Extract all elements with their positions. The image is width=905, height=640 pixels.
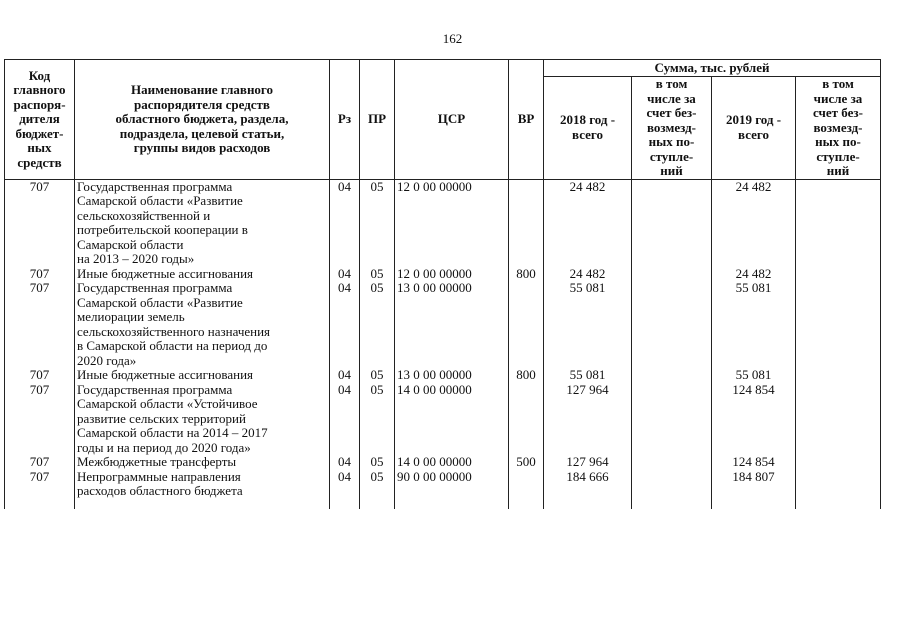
table-row (5, 281, 881, 368)
amount-2019-cell: 124 854 (712, 455, 796, 470)
code-cell: 707 (5, 281, 75, 368)
header-line: средств (17, 154, 62, 170)
header-line: главного (13, 82, 66, 97)
header-line: 2019 год - (725, 112, 782, 128)
pr-cell: 05 (360, 281, 395, 368)
name-line: Государственная программа (77, 280, 233, 295)
vr-cell (509, 179, 544, 267)
header-line: счет без- (813, 105, 863, 120)
gratuitous-2018-cell (632, 455, 712, 470)
header-line: всего (572, 126, 603, 142)
header-line: подраздела, целевой статьи, (119, 125, 285, 141)
table-row (5, 383, 881, 456)
gratuitous-2019-cell (796, 470, 881, 509)
name-line: Непрограммные направления (77, 468, 241, 484)
name-line: мелиорации земель (77, 309, 185, 324)
header-line: группы видов расходов (133, 140, 271, 155)
header-2019-gratuitous (796, 77, 881, 180)
csr-cell: 12 0 00 00000 (395, 267, 509, 282)
budget-table (4, 59, 881, 509)
header-line: Наименование главного (130, 82, 274, 97)
name-line: на 2013 – 2020 годы» (77, 251, 195, 266)
gratuitous-2018-cell (632, 368, 712, 383)
vr-cell (509, 470, 544, 509)
header-sum: Сумма, тыс. рублей (544, 60, 881, 77)
name-line: Самарской области на 2014 – 2017 (77, 425, 268, 440)
pr-cell: 05 (360, 455, 395, 470)
csr-cell: 14 0 00 00000 (395, 383, 509, 456)
header-line: ступле- (816, 148, 860, 164)
table-row (5, 267, 881, 282)
rz-cell: 04 (330, 383, 360, 456)
header-line: возмезд- (647, 119, 696, 135)
csr-cell: 13 0 00 00000 (395, 281, 509, 368)
amount-2018-cell: 24 482 (544, 179, 632, 267)
name-line: 2020 года» (77, 352, 137, 368)
name-cell (75, 470, 330, 509)
amount-2018-cell: 184 666 (544, 470, 632, 509)
amount-2018-cell: 127 964 (544, 455, 632, 470)
header-line: Код (28, 67, 51, 83)
header-line: счет без- (646, 105, 697, 120)
name-cell (75, 368, 330, 383)
name-line: потребительской кооперации в (77, 222, 248, 237)
amount-2018-cell: 24 482 (544, 267, 632, 282)
header-line: 2018 год - (559, 112, 616, 128)
amount-2019-cell: 24 482 (712, 179, 796, 267)
table-row (5, 179, 881, 267)
name-line: Самарской области «Устойчивое (77, 396, 258, 411)
header-2018-total (544, 77, 632, 180)
csr-cell: 13 0 00 00000 (395, 368, 509, 383)
header-line: распоря- (13, 96, 66, 112)
header-line: ний (660, 163, 683, 178)
header-line: ных по- (648, 134, 695, 149)
rz-cell: 04 (330, 281, 360, 368)
gratuitous-2019-cell (796, 267, 881, 282)
amount-2018-cell: 55 081 (544, 281, 632, 368)
header-line: распорядителя средств (134, 96, 270, 112)
name-cell (75, 455, 330, 470)
name-line: годы и на период до 2020 года» (77, 439, 251, 455)
header-line: областного бюджета, раздела, (115, 111, 289, 126)
name-line: Иные бюджетные ассигнования (77, 265, 254, 281)
name-line: Самарской области (77, 236, 184, 252)
name-line: Самарской области «Развитие (77, 193, 243, 208)
table-row (5, 455, 881, 470)
header-rz: Рз (330, 60, 360, 180)
gratuitous-2019-cell (796, 281, 881, 368)
vr-cell: 500 (509, 455, 544, 470)
gratuitous-2019-cell (796, 455, 881, 470)
name-line: Межбюджетные трансферты (77, 454, 237, 469)
pr-cell: 05 (360, 267, 395, 282)
csr-cell: 14 0 00 00000 (395, 455, 509, 470)
pr-cell: 05 (360, 470, 395, 509)
amount-2018-cell: 55 081 (544, 368, 632, 383)
rz-cell: 04 (330, 179, 360, 267)
rz-cell: 04 (330, 470, 360, 509)
name-cell (75, 281, 330, 368)
gratuitous-2018-cell (632, 281, 712, 368)
name-line: развитие сельских территорий (77, 410, 246, 426)
csr-cell: 12 0 00 00000 (395, 179, 509, 267)
gratuitous-2018-cell (632, 470, 712, 509)
name-line: сельскохозяйственного назначения (77, 323, 271, 339)
header-vr: ВР (509, 60, 544, 180)
header-2018-gratuitous (632, 77, 712, 180)
gratuitous-2018-cell (632, 179, 712, 267)
amount-2019-cell: 124 854 (712, 383, 796, 456)
header-line: числе за (647, 90, 696, 106)
name-line: Государственная программа (77, 381, 233, 397)
header-code (5, 60, 75, 180)
header-line: в том (655, 76, 688, 91)
vr-cell: 800 (509, 368, 544, 383)
table-row (5, 470, 881, 509)
header-csr: ЦСР (395, 60, 509, 180)
name-line: сельскохозяйственной и (77, 207, 211, 223)
code-cell: 707 (5, 470, 75, 509)
vr-cell (509, 383, 544, 456)
amount-2019-cell: 55 081 (712, 368, 796, 383)
header-line: бюджет- (15, 125, 64, 141)
name-cell (75, 179, 330, 267)
table-body (5, 179, 881, 509)
vr-cell (509, 281, 544, 368)
name-cell (75, 383, 330, 456)
vr-cell: 800 (509, 267, 544, 282)
gratuitous-2019-cell (796, 179, 881, 267)
code-cell: 707 (5, 383, 75, 456)
header-line: ных по- (815, 134, 861, 149)
table-row (5, 368, 881, 383)
pr-cell: 05 (360, 179, 395, 267)
header-line: дителя (19, 111, 60, 126)
amount-2018-cell: 127 964 (544, 383, 632, 456)
name-line: Самарской области «Развитие (77, 294, 243, 310)
code-cell: 707 (5, 179, 75, 267)
code-cell: 707 (5, 368, 75, 383)
gratuitous-2018-cell (632, 383, 712, 456)
name-line: Государственная программа (77, 178, 233, 194)
name-line: в Самарской области на период до (77, 338, 268, 353)
amount-2019-cell: 24 482 (712, 267, 796, 282)
code-cell: 707 (5, 455, 75, 470)
header-line: ных (27, 140, 52, 155)
csr-cell: 90 0 00 00000 (395, 470, 509, 509)
header-2019-total (712, 77, 796, 180)
name-line: Иные бюджетные ассигнования (77, 367, 254, 382)
gratuitous-2018-cell (632, 267, 712, 282)
pr-cell: 05 (360, 383, 395, 456)
page-number: 162 (442, 31, 463, 46)
name-line: расходов областного бюджета (77, 483, 243, 498)
code-cell: 707 (5, 267, 75, 282)
header-name (75, 60, 330, 180)
header-line: всего (738, 126, 769, 142)
gratuitous-2019-cell (796, 368, 881, 383)
header-line: ступле- (649, 148, 694, 164)
header-line: в том (822, 76, 854, 91)
amount-2019-cell: 55 081 (712, 281, 796, 368)
rz-cell: 04 (330, 267, 360, 282)
pr-cell: 05 (360, 368, 395, 383)
amount-2019-cell: 184 807 (712, 470, 796, 509)
name-cell (75, 267, 330, 282)
header-pr: ПР (360, 60, 395, 180)
header-line: ний (826, 163, 850, 178)
rz-cell: 04 (330, 368, 360, 383)
gratuitous-2019-cell (796, 383, 881, 456)
table-header (5, 60, 881, 180)
rz-cell: 04 (330, 455, 360, 470)
header-line: возмезд- (813, 119, 863, 135)
header-line: числе за (813, 90, 863, 106)
